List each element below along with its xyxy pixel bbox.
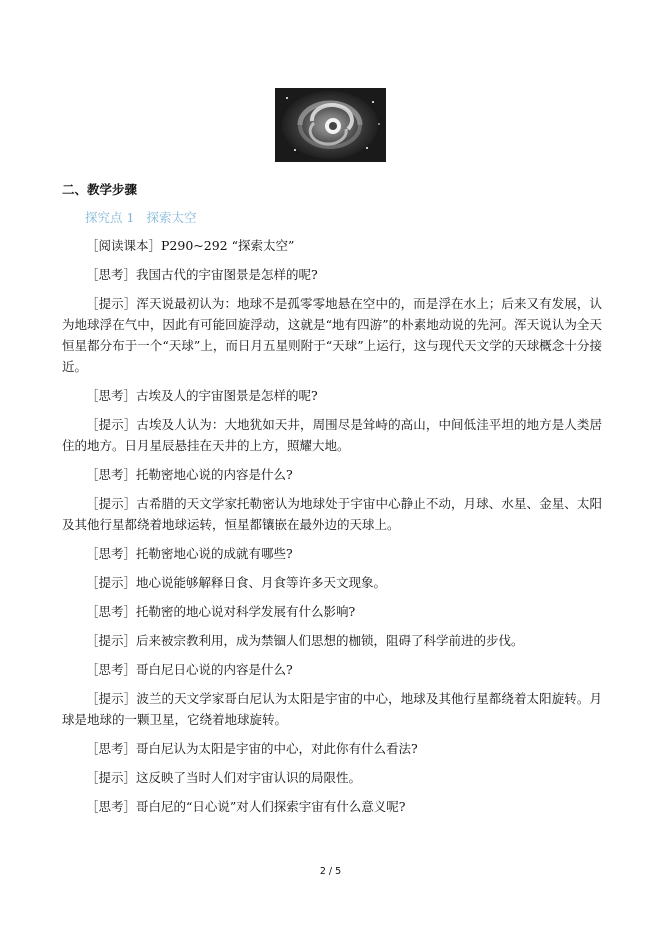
paragraph xyxy=(62,264,602,285)
paragraph-text: 后来被宗教利用，成为禁锢人们思想的枷锁，阻碍了科学前进的步伐。 xyxy=(136,633,524,648)
paragraph-text: 托勒密地心说的内容是什么? xyxy=(136,467,293,482)
paragraph-tag: ［思考］ xyxy=(86,604,137,619)
paragraph xyxy=(62,659,602,680)
paragraph-tag: ［阅读课本］ xyxy=(86,238,162,253)
paragraph-tag: ［思考］ xyxy=(86,546,137,561)
paragraph-tag: ［提示］ xyxy=(86,417,137,432)
paragraph-tag: ［提示］ xyxy=(86,770,137,785)
paragraph-tag: ［思考］ xyxy=(86,267,137,282)
paragraph-text: 哥白尼日心说的内容是什么? xyxy=(136,662,293,677)
paragraph-text: P290~292 “探索太空” xyxy=(161,238,295,253)
paragraph-text: 这反映了当时人们对宇宙认识的局限性。 xyxy=(136,770,362,785)
paragraph-tag: ［提示］ xyxy=(86,691,137,706)
paragraph-text: 古希腊的天文学家托勒密认为地球处于宇宙中心静止不动，月球、水星、金星、太阳及其他行星都绕着地球运转，恒星都镶嵌在最外边的天球上。 xyxy=(62,496,602,532)
paragraph xyxy=(62,601,602,622)
paragraph-tag: ［思考］ xyxy=(86,662,137,677)
paragraph xyxy=(62,543,602,564)
paragraph xyxy=(62,796,602,817)
paragraph-tag: ［思考］ xyxy=(86,467,137,482)
paragraph-text: 哥白尼的“日心说”对人们探索宇宙有什么意义呢? xyxy=(136,799,406,814)
paragraph xyxy=(62,572,602,593)
paragraph-tag: ［提示］ xyxy=(86,633,137,648)
paragraph xyxy=(62,493,602,535)
paragraph xyxy=(62,630,602,651)
explore-heading xyxy=(85,208,208,226)
paragraph-text: 古埃及人认为：大地犹如天井，周围尽是耸峙的高山，中间低洼平坦的地方是人类居住的地方。日月星辰悬挂在天井的上方，照耀大地。 xyxy=(62,417,602,453)
paragraph-tag: ［提示］ xyxy=(86,575,137,590)
paragraph xyxy=(62,738,602,759)
paragraph-tag: ［思考］ xyxy=(86,388,137,403)
paragraph-text: 地心说能够解释日食、月食等许多天文现象。 xyxy=(136,575,387,590)
paragraph xyxy=(62,414,602,456)
galaxy-illustration xyxy=(275,88,386,162)
paragraph-text: 波兰的天文学家哥白尼认为太阳是宇宙的中心，地球及其他行星都绕着太阳旋转。月球是地球的一颗卫星，它绕着地球旋转。 xyxy=(62,691,602,727)
section-title: 二、教学步骤 xyxy=(62,182,138,197)
paragraph-text: 浑天说最初认为：地球不是孤零零地悬在空中的，而是浮在水上；后来又有发展，认为地球浮在气中，因此有可能回旋浮动，这就是“地有四游”的朴素地动说的先河。浑天说认为全天恒星都分布于一个“天球”上，而日月五星则附于“天球”上运行，这与现代天文学的天球概念十分接近。 xyxy=(62,296,602,374)
page-number: 2 / 5 xyxy=(319,866,342,877)
paragraph xyxy=(62,688,602,730)
paragraph-tag: ［提示］ xyxy=(86,296,137,311)
explore-title: 探索太空 xyxy=(146,210,197,225)
paragraph-text: 我国古代的宇宙图景是怎样的呢? xyxy=(136,267,318,282)
paragraph-tag: ［思考］ xyxy=(86,799,137,814)
explore-label: 探究点 1 xyxy=(85,210,135,225)
paragraph-text: 哥白尼认为太阳是宇宙的中心，对此你有什么看法? xyxy=(136,741,418,756)
paragraph-tag: ［提示］ xyxy=(86,496,137,511)
paragraph-text: 古埃及人的宇宙图景是怎样的呢? xyxy=(136,388,318,403)
paragraph xyxy=(62,293,602,377)
paragraph-text: 托勒密的地心说对科学发展有什么影响? xyxy=(136,604,356,619)
galaxy-image xyxy=(275,88,386,162)
paragraph xyxy=(62,235,602,256)
paragraph-text: 托勒密地心说的成就有哪些? xyxy=(136,546,293,561)
paragraph xyxy=(62,767,602,788)
paragraph xyxy=(62,385,602,406)
paragraph xyxy=(62,464,602,485)
paragraph-tag: ［思考］ xyxy=(86,741,137,756)
body-text xyxy=(62,235,602,825)
